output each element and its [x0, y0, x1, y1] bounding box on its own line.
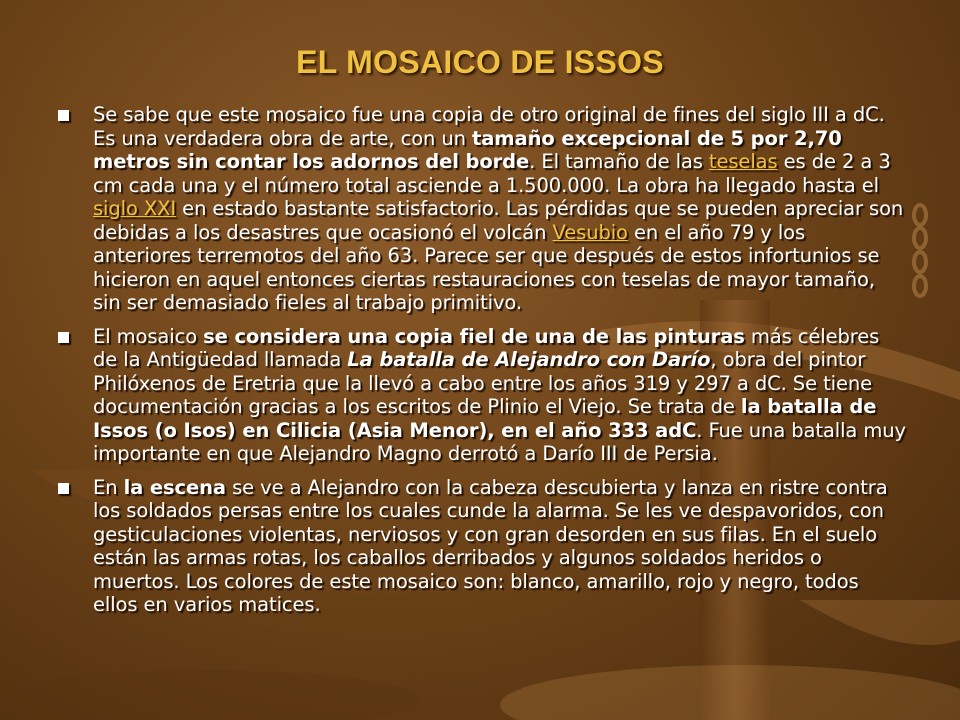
text-run: es de 2 a 3 cm cada una y el número total asciende a 1.500.000. La obra ha llegado hasta el: [93, 150, 891, 197]
text-run: la batalla de Issos (o Isos) en Cilicia (Asia Menor), en el año 333 adC: [93, 395, 877, 442]
bullet-square-icon: [58, 483, 69, 494]
text-run: más célebres de la Antigüedad llamada: [93, 324, 880, 371]
text-run: En: [93, 475, 124, 499]
text-run: en estado bastante satisfactorio. Las pérdidas que se pueden apreciar son debidas a los desastres que ocasionó el volcán: [93, 197, 904, 244]
bullet-square-icon: [58, 332, 69, 343]
slide-title: EL MOSAICO DE ISSOS: [296, 44, 664, 80]
text-run: , obra del pintor Philóxenos de Eretria que la llevó a cabo entre los años 319 y 297 a dC. Se tiene documentación gracias a los escritos de Plinio el Viejo. Se trata de: [93, 348, 872, 418]
text-run: tamaño excepcional de 5 por 2,70 metros sin contar los adornos del borde: [93, 126, 842, 173]
text-run: se ve a Alejandro con la cabeza descubierta y lanza en ristre contra los soldados persas entre los cuales cunde la alarma. Se les ve despavoridos, con gesticulaciones violentas, nerviosos y con gran desorden en sus filas. En el suelo están las armas rotas, los caballos derribados y algunos soldados heridos o muertos. Los colores de este mosaico son: blanco, amarillo, rojo y negro, todos ellos en varios matices.: [93, 475, 888, 616]
bullet-paragraph: [56, 476, 906, 617]
text-run: en el año 79 y los anteriores terremotos del año 63. Parece ser que después de estos infortunios se hicieron en aquel entonces ciertas restauraciones con teselas de mayor tamaño, sin ser demasiado fieles al trabajo primitivo.: [93, 220, 880, 314]
text-run: se considera una copia fiel de una de las pinturas: [203, 324, 745, 348]
bullet-paragraph: [56, 325, 906, 466]
bullet-paragraph: [56, 103, 906, 315]
bullet-list: [56, 103, 906, 627]
text-run: . El tamaño de las: [529, 150, 709, 173]
text-run: El mosaico: [93, 324, 204, 348]
text-run: . Fue una batalla muy importante en que Alejandro Magno derrotó a Darío III de Persia.: [93, 418, 906, 465]
text-run: la escena: [123, 475, 226, 499]
link-siglo-xxi[interactable]: siglo XXI: [93, 197, 177, 220]
text-run: La batalla de Alejandro con Darío: [347, 348, 711, 371]
text-run: Se sabe que este mosaico fue una copia de otro original de fines del siglo III a dC. Es una verdadera obra de arte, con un: [93, 103, 885, 150]
link-teselas[interactable]: teselas: [708, 150, 778, 173]
link-vesubio[interactable]: Vesubio: [552, 220, 628, 244]
bullet-square-icon: [58, 110, 69, 121]
